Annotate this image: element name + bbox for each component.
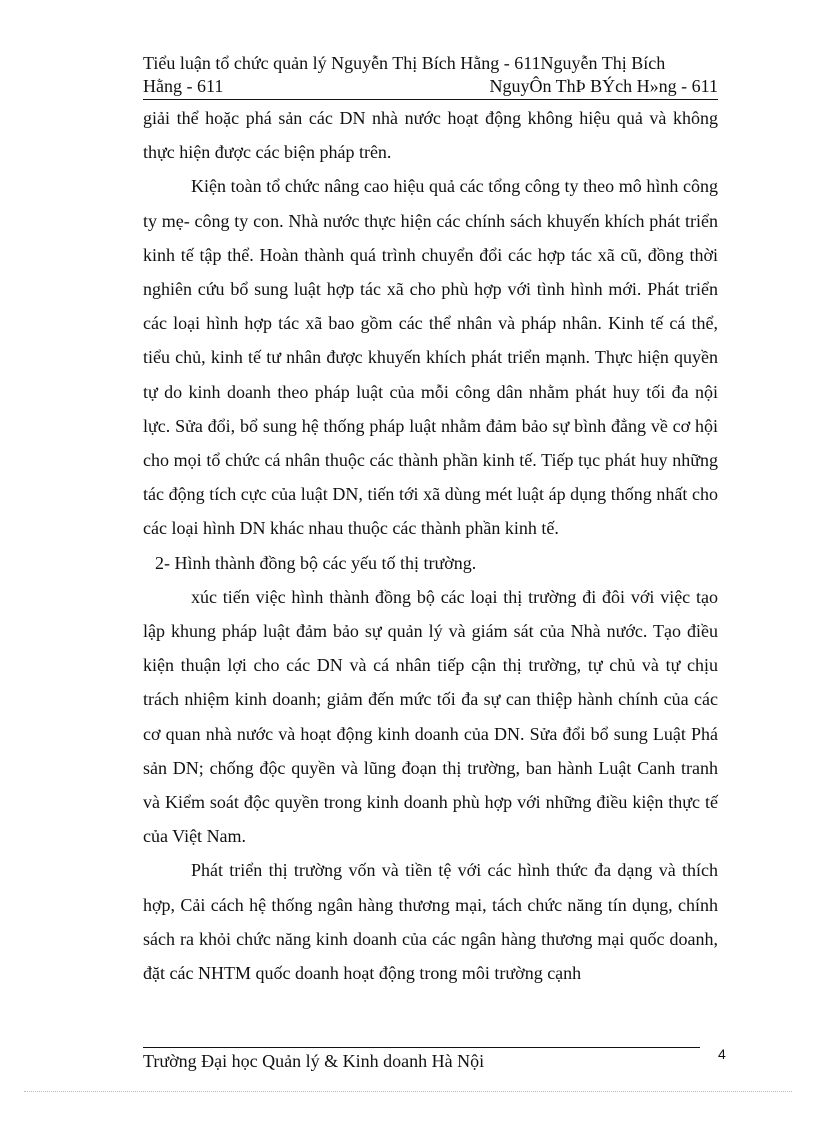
paragraph-continuation: giải thể hoặc phá sản các DN nhà nước hoạt động không hiệu quả và không thực hiện được các biện pháp trên. (143, 108, 718, 163)
header-line-1: Tiểu luận tổ chức quản lý Nguyễn Thị Bích Hằng - 611Nguyễn Thị Bích (143, 53, 666, 73)
header-divider (143, 99, 718, 100)
document-body (143, 101, 718, 990)
header-line-2 (143, 75, 718, 98)
header-line-2-left: Hằng - 611 (143, 76, 224, 96)
paragraph-restructuring: Kiện toàn tổ chức nâng cao hiệu quả các tổng công ty theo mô hình công ty mẹ- công ty con. Nhà nước thực hiện các chính sách khuyến khích phát triển kinh tế tập thể. Hoàn thành quá trình chuyển đổi các hợp tác xã cũ, đồng thời nghiên cứu bổ sung luật hợp tác xã cho phù hợp với tình hình mới. Phát triển các loại hình hợp tác xã bao gồm các thể nhân và pháp nhân. Kinh tế cá thể, tiểu chủ, kinh tế tư nhân được khuyến khích phát triển mạnh. Thực hiện quyền tự do kinh doanh theo pháp luật của mỗi công dân nhằm phát huy tối đa nội lực. Sửa đổi, bổ sung hệ thống pháp luật nhằm đảm bảo sự bình đẳng về cơ hội cho mọi tổ chức cá nhân thuộc các thành phần kinh tế. Tiếp tục phát huy những tác động tích cực của luật DN, tiến tới xã dùng mét luật áp dụng thống nhất cho các loại hình DN khác nhau thuộc các thành phần kinh tế. (143, 176, 718, 539)
paragraph-market-factors: xúc tiến việc hình thành đồng bộ các loại thị trường đi đôi với việc tạo lập khung pháp luật đảm bảo sự quản lý và giám sát của Nhà nước. Tạo điều kiện thuận lợi cho các DN và cá nhân tiếp cận thị trường, tự chủ và tự chịu trách nhiệm kinh doanh; giảm đến mức tối đa sự can thiệp hành chính của các cơ quan nhà nước và hoạt động kinh doanh của DN. Sửa đổi bổ sung Luật Phá sản DN; chống độc quyền và lũng đoạn thị trường, ban hành Luật Canh tranh và Kiểm soát độc quyền trong kinh doanh phù hợp với những điều kiện thực tế của Việt Nam. (143, 586, 718, 847)
footer-institution: Trường Đại học Quản lý & Kinh doanh Hà Nội (143, 1051, 485, 1071)
footer-divider (143, 1047, 700, 1048)
page-header (143, 52, 718, 98)
section-heading: 2- Hình thành đồng bộ các yếu tố thị trường. (155, 552, 477, 573)
paragraph-capital-market: Phát triển thị trường vốn và tiền tệ với các hình thức đa dạng và thích hợp, Cải cách hệ thống ngân hàng thương mại, tách chức năng tín dụng, chính sách ra khỏi chức năng kinh doanh của các ngân hàng thương mại quốc doanh, đặt các NHTM quốc doanh hoạt động trong môi trường cạnh (143, 860, 718, 984)
header-line-2-right: NguyÔn ThÞ BÝch H»ng - 611 (489, 76, 718, 96)
page-number: 4 (718, 1046, 726, 1062)
page-boundary-line (24, 1091, 792, 1092)
